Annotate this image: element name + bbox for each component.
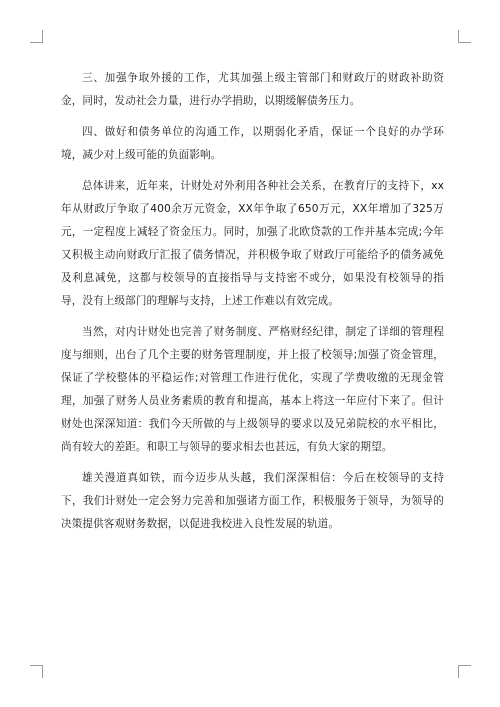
document-body [61,67,444,544]
crop-mark-bottom-left [30,665,43,678]
paragraph-debt-communication: 四、做好和债务单位的沟通工作，以期弱化矛盾，保证一个良好的办学环境，减少对上级可能的负面影响。 [61,126,444,161]
paragraph-outlook: 雄关漫道真如铁，而今迈步从头越，我们深深相信：今后在校领导的支持下，我们计财处一定会努力完善和加强诸方面工作，积极服务于领导，为领导的决策提供客观财务数据，以促进我校进入良性发展的轨道。 [61,472,444,530]
crop-mark-bottom-right [458,665,471,678]
paragraph-summary: 总体讲来，近年来，计财处对外利用各种社会关系，在教育厅的支持下，xx年从财政厅争取了400余万元资金，XX年争取了650万元，XX年增加了325万元，一定程度上减轻了资金压力。同时，加强了北欧贷款的工作并基本完成;今年又积极主动向财政厅汇报了债务情况，并积极争取了财政厅可能给予的债务减免及利息减免，这都与校领导的直接指导与支持密不或分，如果没有校领导的指导，没有上级部门的理解与支持，上述工作难以有效完成。 [61,180,444,307]
paragraph-internal-management: 当然，对内计财处也完善了财务制度、严格财经纪律，制定了详细的管理程度与细则，出台了几个主要的财务管理制度，并上报了校领导;加强了资金管理，保证了学校整体的平稳运作;对管理工作进行优化，实现了学费收缴的无现金管理，加强了财务人员业务素质的教育和提高，基本上将这一年应付下来了。但计财处也深深知道：我们今天所做的与上级领导的要求以及兄弟院校的水平相比，尚有较大的差距。和职工与领导的要求相去也甚远，有负大家的期望。 [61,326,444,453]
crop-mark-top-left [30,30,43,43]
crop-mark-top-right [458,30,471,43]
paragraph-external-aid: 三、加强争取外援的工作，尤其加强上级主管部门和财政厅的财政补助资金，同时，发动社会力量，进行办学捐助，以期缓解债务压力。 [61,72,444,107]
